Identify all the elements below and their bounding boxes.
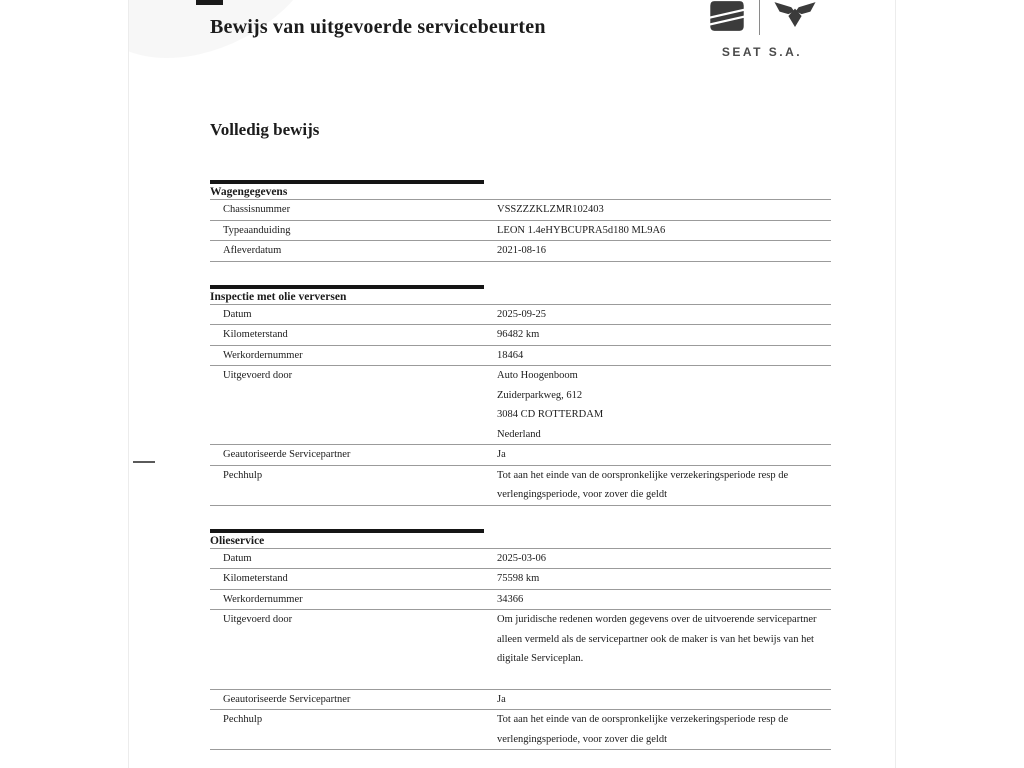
table-row bbox=[210, 690, 831, 711]
row-label: Werkordernummer bbox=[223, 593, 303, 605]
brand-icons bbox=[706, 0, 818, 38]
row-value bbox=[497, 690, 831, 710]
row-label: Chassisnummer bbox=[223, 204, 291, 215]
brand-name: SEAT S.A. bbox=[721, 45, 803, 59]
value-line: 96482 km bbox=[497, 329, 540, 340]
section-bar bbox=[210, 285, 484, 289]
table-row bbox=[210, 590, 831, 611]
table-row bbox=[210, 305, 831, 326]
table-row bbox=[210, 366, 831, 445]
section-title: Inspectie met olie verversen bbox=[210, 291, 831, 305]
row-value bbox=[497, 445, 831, 465]
value-line: Tot aan het einde van de oorspronkelijke verzekeringsperiode resp de bbox=[497, 714, 789, 725]
table-row bbox=[210, 241, 831, 262]
table-row bbox=[210, 445, 831, 466]
row-value bbox=[497, 610, 831, 689]
row-label: Kilometerstand bbox=[223, 329, 288, 340]
value-line: Nederland bbox=[497, 428, 541, 440]
row-value bbox=[497, 305, 831, 325]
row-value bbox=[497, 569, 831, 589]
value-line: digitale Serviceplan. bbox=[497, 653, 584, 664]
row-value bbox=[497, 325, 831, 345]
row-value bbox=[497, 200, 831, 220]
value-line: VSSZZZKLZMR102403 bbox=[497, 204, 604, 215]
value-line: 34366 bbox=[497, 593, 524, 605]
value-line: 75598 km bbox=[497, 573, 540, 584]
value-line: Ja bbox=[497, 693, 506, 705]
row-label: Afleverdatum bbox=[223, 245, 282, 256]
row-label: Pechhulp bbox=[223, 714, 263, 725]
value-line: 2025-09-25 bbox=[497, 308, 546, 320]
section-2 bbox=[210, 285, 831, 506]
row-value bbox=[497, 366, 831, 444]
sections bbox=[210, 180, 831, 750]
row-label: Typeaanduiding bbox=[223, 224, 291, 236]
section-3 bbox=[210, 529, 831, 751]
value-line: 2025-03-06 bbox=[497, 552, 546, 564]
row-value bbox=[497, 241, 831, 261]
brand-divider bbox=[759, 0, 760, 35]
value-line: Tot aan het einde van de oorspronkelijke verzekeringsperiode resp de bbox=[497, 469, 789, 481]
row-label: Pechhulp bbox=[223, 469, 263, 481]
value-line: verlengingsperiode, voor zover die geldt bbox=[497, 489, 667, 500]
table-row bbox=[210, 549, 831, 570]
table-row bbox=[210, 610, 831, 690]
document-page bbox=[128, 0, 896, 768]
row-label: Kilometerstand bbox=[223, 573, 288, 584]
section-1 bbox=[210, 180, 831, 262]
section-title: Wagengegevens bbox=[210, 186, 831, 200]
row-label: Uitgevoerd door bbox=[223, 370, 293, 381]
seat-s-logo-icon bbox=[708, 1, 746, 31]
table-row bbox=[210, 569, 831, 590]
table-row bbox=[210, 221, 831, 242]
value-line: LEON 1.4eHYBCUPRA5d180 ML9A6 bbox=[497, 224, 666, 236]
row-label: Werkordernummer bbox=[223, 349, 303, 361]
document-header bbox=[210, 0, 831, 100]
row-value bbox=[497, 590, 831, 610]
value-line: 2021-08-16 bbox=[497, 245, 546, 256]
document-subtitle: Volledig bewijs bbox=[210, 120, 320, 139]
table-row bbox=[210, 346, 831, 367]
value-line: 18464 bbox=[497, 349, 524, 361]
section-title: Olieservice bbox=[210, 535, 831, 549]
row-value bbox=[497, 221, 831, 241]
row-value bbox=[497, 710, 831, 749]
value-line: Ja bbox=[497, 449, 506, 460]
table-row bbox=[210, 710, 831, 750]
value-line: 3084 CD ROTTERDAM bbox=[497, 409, 604, 420]
table-row bbox=[210, 466, 831, 506]
value-line: alleen vermeld als de servicepartner ook de maker is van het bewijs van het bbox=[497, 633, 814, 645]
row-label: Datum bbox=[223, 552, 252, 564]
table-row bbox=[210, 325, 831, 346]
section-bar bbox=[210, 180, 484, 184]
value-line: verlengingsperiode, voor zover die geldt bbox=[497, 733, 667, 745]
section-bar bbox=[210, 529, 484, 533]
margin-dash bbox=[133, 461, 155, 463]
value-line: Zuiderparkweg, 612 bbox=[497, 389, 583, 401]
document-content bbox=[210, 0, 831, 750]
value-line: Auto Hoogenboom bbox=[497, 370, 578, 381]
value-line: Om juridische redenen worden gegevens over de uitvoerende servicepartner bbox=[497, 614, 817, 625]
brand-block bbox=[706, 0, 818, 59]
row-label: Datum bbox=[223, 308, 252, 320]
cupra-logo-icon bbox=[773, 1, 817, 31]
row-value bbox=[497, 346, 831, 366]
table-row bbox=[210, 200, 831, 221]
row-label: Geautoriseerde Servicepartner bbox=[223, 693, 351, 705]
page-title: Bewijs van uitgevoerde servicebeurten bbox=[210, 16, 546, 38]
row-label: Geautoriseerde Servicepartner bbox=[223, 449, 351, 460]
row-label: Uitgevoerd door bbox=[223, 614, 293, 625]
row-value bbox=[497, 466, 831, 505]
row-value bbox=[497, 549, 831, 569]
